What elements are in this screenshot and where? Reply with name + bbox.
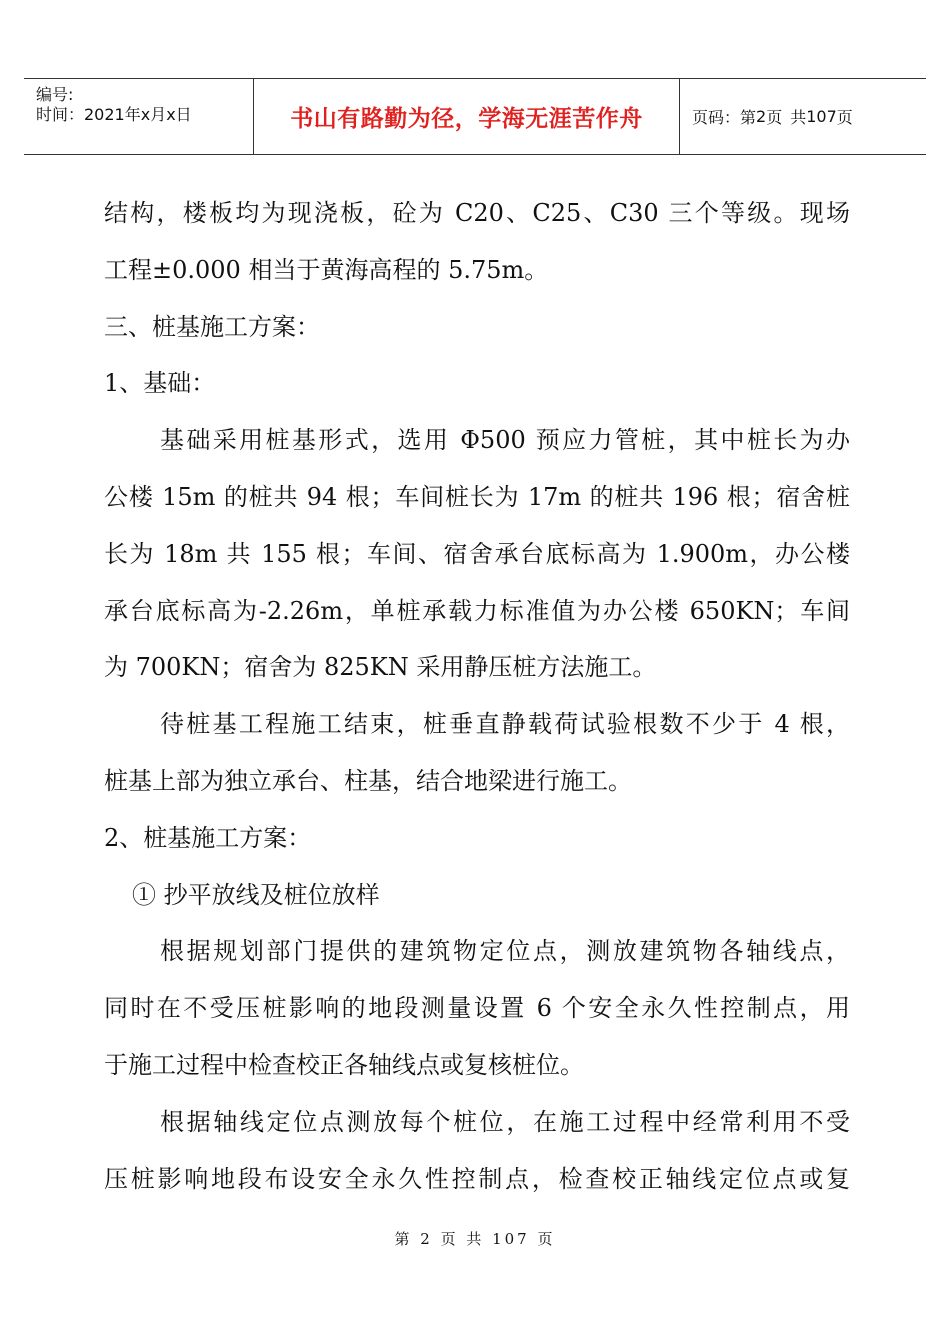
- page-mid: 页: [766, 108, 783, 127]
- paragraph-line: 工程±0.000 相当于黄海高程的 5.75m。: [104, 255, 549, 284]
- paragraph-line: 于施工过程中检查校正各轴线点或复核桩位。: [104, 1050, 584, 1079]
- page-footer: 第 2 页 共 107 页: [394, 1230, 556, 1248]
- subsection-heading: 1、基础：: [104, 369, 216, 398]
- document-number-label: 编号:: [36, 85, 74, 104]
- paragraph-line: 承台底标高为-2.26m，单桩承载力标准值为办公楼 650KN；车间: [104, 596, 850, 625]
- paragraph-line: 桩基上部为独立承台、柱基，结合地梁进行施工。: [104, 766, 632, 795]
- paragraph-line: 为 700KN；宿舍为 825KN 采用静压桩方法施工。: [104, 653, 657, 682]
- page-total-prefix: 共: [790, 108, 807, 127]
- paragraph-line: 长为 18m 共 155 根；车间、宿舍承台底标高为 1.900m，办公楼: [104, 539, 850, 568]
- header-page-cell: [680, 79, 926, 154]
- header-table: [24, 78, 926, 155]
- paragraph-line: 基础采用桩基形式，选用 Φ500 预应力管桩，其中桩长为办: [160, 426, 850, 455]
- paragraph-line: 压桩影响地段布设安全永久性控制点，检查校正轴线定位点或复: [104, 1164, 850, 1193]
- paragraph-line: 同时在不受压桩影响的地段测量设置 6 个安全永久性控制点，用: [104, 994, 850, 1023]
- document-body: [104, 185, 850, 1207]
- paragraph-line: 公楼 15m 的桩共 94 根；车间桩长为 17m 的桩共 196 根；宿舍桩: [104, 482, 850, 511]
- paragraph-line: 根据规划部门提供的建筑物定位点，测放建筑物各轴线点，: [160, 937, 850, 966]
- paragraph-line: 待桩基工程施工结束，桩垂直静载荷试验根数不少于 4 根，: [160, 710, 850, 739]
- paragraph-line: 结构，楼板均为现浇板，砼为 C20、C25、C30 三个等级。现场: [104, 199, 850, 227]
- page-prefix: 页码：第: [692, 108, 757, 127]
- page-total: 107: [806, 107, 837, 126]
- list-item-heading: ① 抄平放线及桩位放样: [132, 880, 380, 909]
- document-time: 时间：2021年x月x日: [36, 105, 192, 124]
- section-heading: 三、桩基施工方案：: [104, 312, 320, 341]
- header-meta-cell: [24, 79, 254, 154]
- subsection-heading: 2、桩基施工方案：: [104, 823, 312, 852]
- paragraph-line: 根据轴线定位点测放每个桩位，在施工过程中经常利用不受: [160, 1107, 850, 1136]
- header-motto: 书山有路勤为径，学海无涯苦作舟: [290, 106, 643, 132]
- page-current: 2: [756, 107, 767, 126]
- header-motto-cell: [254, 79, 680, 154]
- page-suffix: 页: [836, 108, 853, 127]
